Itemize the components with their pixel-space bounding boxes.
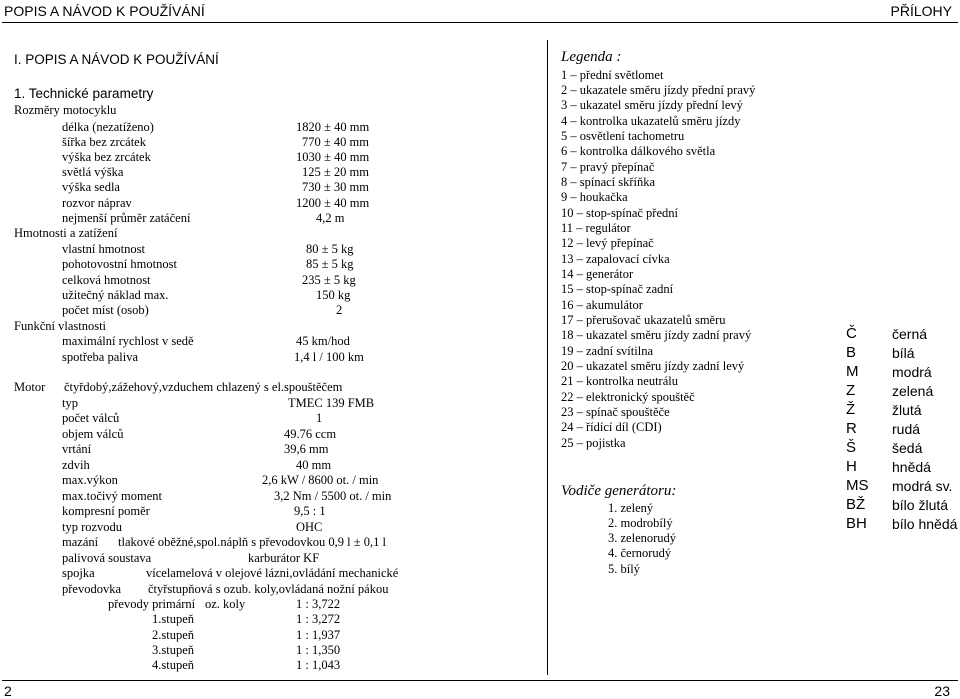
legend-item: 5 – osvětlení tachometru [561,129,685,143]
gearbox-label: převodovka [62,582,122,596]
gear-value: 1 : 3,272 [296,612,341,626]
color-name: bílá [892,345,915,361]
page-footer [0,680,960,699]
legend-item: 1 – přední světlomet [561,68,664,82]
gear-label: 2.stupeň [152,628,195,642]
motor-description: čtyřdobý,zážehový,vzduchem chlazený s el.spouštěčem [64,380,343,394]
legend-item: 9 – houkačka [561,190,628,204]
functional-value: 45 km/hod [296,334,350,348]
color-name: žlutá [892,402,922,418]
legend-title: Legenda : [561,49,622,65]
dim-value: 1200 ± 40 mm [296,196,370,210]
motor-row-label: zdvih [62,458,90,472]
lubrication-label: mazání [62,535,99,549]
generator-wire-item: 5. bílý [608,562,640,576]
dim-label: nejmenší průměr zatáčení [62,211,191,225]
header-rule [2,22,958,23]
motor-row-value: 1 [316,411,323,425]
weight-label: pohotovostní hmotnost [62,257,177,271]
dim-label: výška bez zrcátek [62,150,151,164]
legend-item: 22 – elektronický spouštěč [561,390,695,404]
column-divider [547,40,548,675]
motor-row-label: kompresní poměr [62,504,150,518]
color-code: MS [846,477,869,494]
legend-item: 15 – stop-spínač zadní [561,282,674,296]
color-code: BŽ [846,496,866,513]
legend-item: 23 – spínač spouštěče [561,405,670,419]
gear-label: 1.stupeň [152,612,195,626]
weight-value: 150 kg [316,288,351,302]
legend-item: 10 – stop-spínač přední [561,206,678,220]
gearbox-value: čtyřstupňová s ozub. koly,ovládaná nožní pákou [148,582,389,596]
motor-row-label: max.výkon [62,473,118,487]
fuel-label: palivová soustava [62,551,152,565]
functional-label: maximální rychlost v sedě [62,334,194,348]
weight-label: užitečný náklad max. [62,288,169,302]
dim-value: 4,2 m [316,211,345,225]
functional-label: spotřeba paliva [62,350,139,364]
generator-wires-title: Vodiče generátoru: [561,483,677,499]
legend-item: 12 – levý přepínač [561,236,654,250]
color-name: hnědá [892,459,931,475]
gear-label: 3.stupeň [152,643,195,657]
subsection-title: 1. Technické parametry [14,86,154,101]
color-code: Č [846,325,857,342]
legend-item: 8 – spínací skříňka [561,175,656,189]
color-code: B [846,344,857,361]
color-code: R [846,420,857,437]
primary-value: 1 : 3,722 [296,597,341,611]
motor-row-label: max.točivý moment [62,489,162,503]
motor-row-value: OHC [296,520,323,534]
functional-title: Funkční vlastnosti [14,319,107,333]
legend-item: 18 – ukazatel směru jízdy zadní pravý [561,328,752,342]
clutch-label: spojka [62,566,95,580]
motor-row-value: 39,6 mm [284,442,329,456]
header-title: POPIS A NÁVOD K POUŽÍVÁNÍ [4,3,205,19]
weight-value: 85 ± 5 kg [306,257,354,271]
weight-label: počet míst (osob) [62,303,149,317]
weight-value: 80 ± 5 kg [306,242,354,256]
dim-label: světlá výška [62,165,124,179]
legend-item: 17 – přerušovač ukazatelů směru [561,313,726,327]
legend-item: 24 – řídící díl (CDI) [561,420,662,434]
color-code: BH [846,515,867,532]
motor-row-value: 49.76 ccm [284,427,337,441]
motor-row-label: typ [62,396,78,410]
motor-row-label: typ rozvodu [62,520,123,534]
dim-value: 770 ± 40 mm [302,135,369,149]
weight-value: 235 ± 5 kg [302,273,356,287]
generator-wire-item: 1. zelený [608,501,654,515]
legend-item: 14 – generátor [561,267,634,281]
fuel-value: karburátor KF [248,551,320,565]
generator-wire-item: 4. černorudý [608,546,672,560]
gear-value: 1 : 1,350 [296,643,341,657]
weights-title: Hmotnosti a zatížení [14,226,118,240]
motor-row-label: vrtání [62,442,92,456]
page-header [0,0,960,22]
motor-row-value: 2,6 kW / 8600 ot. / min [262,473,379,487]
motor-row-value: 40 mm [296,458,332,472]
section-title: I. POPIS A NÁVOD K POUŽÍVÁNÍ [14,52,219,67]
color-name: šedá [892,440,923,456]
color-name: bílo žlutá [892,497,949,513]
color-code: Ž [846,401,856,418]
dim-label: výška sedla [62,180,120,194]
color-name: modrá [892,364,932,380]
gear-value: 1 : 1,937 [296,628,341,642]
color-code: M [846,363,859,380]
legend-item: 11 – regulátor [561,221,631,235]
gear-value: 1 : 1,043 [296,658,341,672]
legend-item: 3 – ukazatel směru jízdy přední levý [561,98,743,112]
legend-item: 7 – pravý přepínač [561,160,655,174]
legend-item: 21 – kontrolka neutrálu [561,374,678,388]
color-name: bílo hnědá [892,516,958,532]
color-code: Š [846,439,857,456]
motor-row-value: TMEC 139 FMB [288,396,375,410]
dim-label: délka (nezatíženo) [62,120,154,134]
legend-item: 25 – pojistka [561,436,626,450]
weight-label: celková hmotnost [62,273,151,287]
clutch-value: vícelamelová v olejové lázni,ovládání mechanické [146,566,399,580]
legend-item: 16 – akumulátor [561,298,643,312]
gear-label: 4.stupeň [152,658,195,672]
lubrication-value: tlakové oběžné,spol.náplň s převodovkou 0,9 l ± 0,1 l [118,535,386,549]
color-code: Z [846,382,856,399]
dim-value: 1030 ± 40 mm [296,150,370,164]
dim-label: šířka bez zrcátek [62,135,146,149]
header-section: PŘÍLOHY [890,3,952,19]
dim-value: 1820 ± 40 mm [296,120,370,134]
footer-rule [2,680,958,681]
generator-wire-item: 3. zelenorudý [608,531,677,545]
legend-item: 13 – zapalovací cívka [561,252,670,266]
page-number-right: 23 [934,683,950,699]
color-name: modrá sv. [892,478,953,494]
motor-label: Motor [14,380,46,394]
color-name: rudá [892,421,921,437]
weight-value: 2 [336,303,343,317]
primary-label-2: oz. koly [205,597,246,611]
dimensions-title: Rozměry motocyklu [14,103,117,117]
color-name: zelená [892,383,934,399]
page-number-left: 2 [4,683,12,699]
motor-row-value: 3,2 Nm / 5500 ot. / min [274,489,392,503]
motor-row-label: počet válců [62,411,120,425]
primary-label: převody primární [108,597,196,611]
legend-item: 20 – ukazatel směru jízdy zadní levý [561,359,745,373]
legend-item: 4 – kontrolka ukazatelů směru jízdy [561,114,741,128]
generator-wire-item: 2. modrobílý [608,516,673,530]
weight-label: vlastní hmotnost [62,242,145,256]
legend-item: 19 – zadní svítilna [561,344,653,358]
legend-item: 6 – kontrolka dálkového světla [561,144,716,158]
motor-row-value: 9,5 : 1 [294,504,326,518]
motor-row-label: objem válců [62,427,124,441]
dim-label: rozvor náprav [62,196,132,210]
dim-value: 125 ± 20 mm [302,165,369,179]
functional-value: 1,4 l / 100 km [294,350,364,364]
color-name: černá [892,326,928,342]
color-code: H [846,458,857,475]
dim-value: 730 ± 30 mm [302,180,369,194]
legend-item: 2 – ukazatele směru jízdy přední pravý [561,83,756,97]
